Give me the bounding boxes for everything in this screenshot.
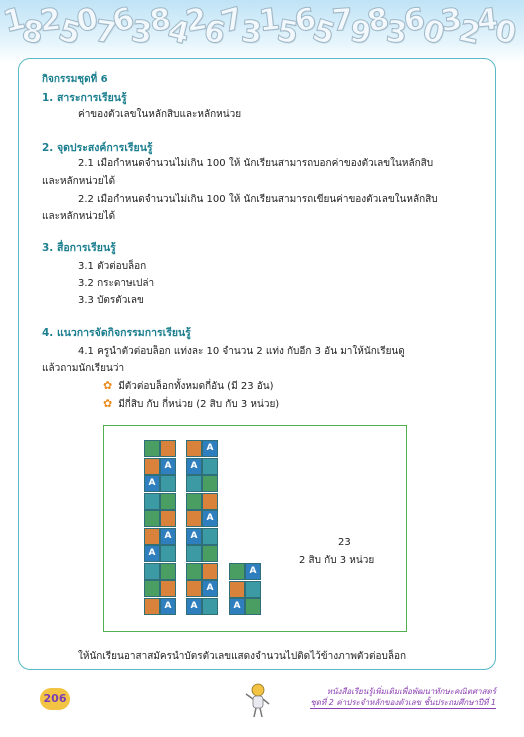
book-title bbox=[310, 686, 496, 709]
activity-4-1-line2: แล้วถามนักเรียนว่า bbox=[42, 363, 125, 374]
banner-digit: 5 bbox=[54, 12, 85, 53]
unit-block bbox=[229, 563, 245, 580]
banner-digit: 5 bbox=[274, 13, 301, 52]
ten-rod-block bbox=[144, 510, 160, 527]
banner-digit: 0 bbox=[73, 1, 101, 40]
ten-rod-block bbox=[186, 510, 202, 527]
banner-digit: 6 bbox=[200, 13, 229, 52]
material-item: 3.1 ตัวต่อบล็อก bbox=[78, 261, 147, 272]
objective-2-1-line1: 2.1 เมื่อกำหนดจำนวนไม่เกิน 100 ให้ นักเรียนสามารถบอกค่าของตัวเลขในหลักสิบ bbox=[78, 158, 434, 169]
banner-digit: 2 bbox=[38, 2, 63, 39]
ten-rod-block bbox=[186, 545, 202, 562]
unit-block bbox=[229, 581, 245, 598]
section-3-heading: 3. สื่อการเรียนรู้ bbox=[42, 242, 116, 254]
book-title-line1: หนังสือเรียนรู้เพิ่มเติมเพื่อพัฒนาทักษะคณิตศาสตร์ bbox=[326, 687, 496, 696]
ten-rod-block bbox=[186, 493, 202, 510]
banner-digit: 6 bbox=[401, 1, 429, 40]
ten-rod-block: A bbox=[202, 510, 218, 527]
ten-rod-block bbox=[144, 458, 160, 475]
ten-rod-block: A bbox=[202, 440, 218, 457]
ten-rod-block bbox=[186, 440, 202, 457]
ten-rod-block bbox=[144, 528, 160, 545]
ten-rod-block: A bbox=[160, 458, 176, 475]
banner-digit: 4 bbox=[475, 2, 500, 39]
banner-digit: 3 bbox=[384, 14, 409, 51]
activity-title: กิจกรรมชุดที่ 6 bbox=[42, 74, 108, 85]
flower-bullet-icon: ✿ bbox=[103, 397, 113, 410]
section-1-body: ค่าของตัวเลขในหลักสิบและหลักหน่วย bbox=[78, 109, 242, 120]
ten-rod-block bbox=[202, 545, 218, 562]
ten-rod-block bbox=[160, 545, 176, 562]
ten-rod-block bbox=[160, 563, 176, 580]
figure-caption: 2 สิบ กับ 3 หน่วย bbox=[299, 555, 375, 566]
banner-digit: 6 bbox=[291, 1, 320, 40]
closing-instruction: ให้นักเรียนอาสาสมัครนำบัตรตัวเลขแสดงจำนวนไปติดไว้ข้างภาพตัวต่อบล็อก bbox=[78, 651, 407, 662]
ten-rod-block bbox=[160, 475, 176, 492]
ten-rod-block bbox=[144, 440, 160, 457]
ten-rod-block bbox=[160, 440, 176, 457]
page-number-badge bbox=[40, 688, 70, 710]
ten-rod-block bbox=[144, 493, 160, 510]
banner-digit: 9 bbox=[347, 13, 374, 52]
material-item: 3.2 กระดาษเปล่า bbox=[78, 278, 155, 289]
banner-digit: 1 bbox=[256, 2, 282, 39]
ten-rod-block: A bbox=[202, 580, 218, 597]
unit-block bbox=[245, 581, 261, 598]
unit-block: A bbox=[229, 598, 245, 615]
banner-digit: 7 bbox=[92, 13, 119, 52]
banner-digit: 3 bbox=[129, 14, 155, 51]
section-4-heading: 4. แนวการจัดกิจกรรมการเรียนรู้ bbox=[42, 327, 191, 339]
ten-rod-block: A bbox=[160, 528, 176, 545]
banner-digit: 6 bbox=[108, 0, 139, 41]
ten-rod-block bbox=[160, 580, 176, 597]
unit-block: A bbox=[245, 563, 261, 580]
banner-digit: 2 bbox=[183, 1, 210, 40]
ten-rod-block bbox=[160, 493, 176, 510]
banner-digit: 3 bbox=[239, 14, 263, 51]
banner-digit: 8 bbox=[147, 1, 173, 40]
figure-number: 23 bbox=[338, 537, 351, 548]
ten-rod-block bbox=[202, 475, 218, 492]
banner-digit: 0 bbox=[492, 13, 520, 52]
page-number: 206 bbox=[43, 692, 67, 705]
ten-rod-block bbox=[202, 563, 218, 580]
banner-digit: 1 bbox=[0, 1, 29, 41]
ten-rod-block bbox=[160, 510, 176, 527]
question-bullet bbox=[103, 397, 279, 412]
banner-digit: 2 bbox=[455, 13, 484, 52]
ten-rod-block bbox=[202, 493, 218, 510]
question-text: มีตัวต่อบล็อกทั้งหมดกี่อัน (มี 23 อัน) bbox=[118, 381, 274, 392]
banner-digit: 3 bbox=[438, 1, 464, 40]
ten-rod-block: A bbox=[144, 475, 160, 492]
activity-4-1-line1: 4.1 ครูนำตัวต่อบล็อก แท่งละ 10 จำนวน 2 แท่ง กับอีก 3 อัน มาให้นักเรียนดู bbox=[78, 346, 405, 357]
banner-digit: 7 bbox=[330, 2, 354, 39]
ten-rod-block bbox=[202, 458, 218, 475]
ten-rod-block: A bbox=[144, 545, 160, 562]
section-1-heading: 1. สาระการเรียนรู้ bbox=[42, 92, 127, 104]
ten-rod-block bbox=[144, 580, 160, 597]
flower-bullet-icon: ✿ bbox=[103, 379, 113, 392]
ten-rod-block bbox=[202, 528, 218, 545]
objective-2-2-line1: 2.2 เมื่อกำหนดจำนวนไม่เกิน 100 ให้ นักเรียนสามารถเขียนค่าของตัวเลขในหลักสิบ bbox=[78, 194, 438, 205]
ten-rod-block: A bbox=[186, 598, 202, 615]
question-bullet bbox=[103, 379, 274, 394]
section-2-heading: 2. จุดประสงค์การเรียนรู้ bbox=[42, 142, 153, 154]
ten-rod-block bbox=[186, 580, 202, 597]
unit-block bbox=[245, 598, 261, 615]
book-title-line2: ชุดที่ 2 ค่าประจำหลักของตัวเลข ชั้นประถมศึกษาปีที่ 1 bbox=[310, 698, 496, 707]
blocks-figure bbox=[103, 425, 407, 632]
banner-digit: 7 bbox=[217, 0, 248, 41]
ten-rod-block bbox=[144, 598, 160, 615]
question-text: มีกี่สิบ กับ กี่หน่วย (2 สิบ กับ 3 หน่วย) bbox=[118, 399, 280, 410]
ten-rod-block bbox=[144, 563, 160, 580]
banner-digit: 8 bbox=[19, 13, 47, 52]
number-banner bbox=[0, 0, 524, 62]
objective-2-2-line2: และหลักหน่วยได้ bbox=[42, 211, 116, 222]
material-item: 3.3 บัตรตัวเลข bbox=[78, 295, 144, 306]
ten-rod-block bbox=[202, 598, 218, 615]
ten-rod-block bbox=[186, 563, 202, 580]
mascot-icon bbox=[238, 680, 278, 720]
objective-2-1-line2: และหลักหน่วยได้ bbox=[42, 176, 116, 187]
banner-digit: 0 bbox=[418, 12, 449, 53]
ten-rod-block: A bbox=[160, 598, 176, 615]
ten-rod-block bbox=[186, 475, 202, 492]
ten-rod-block: A bbox=[186, 458, 202, 475]
ten-rod-block: A bbox=[186, 528, 202, 545]
banner-digit: 5 bbox=[308, 12, 340, 53]
banner-digit: 4 bbox=[163, 13, 193, 53]
banner-digit: 8 bbox=[363, 1, 393, 41]
